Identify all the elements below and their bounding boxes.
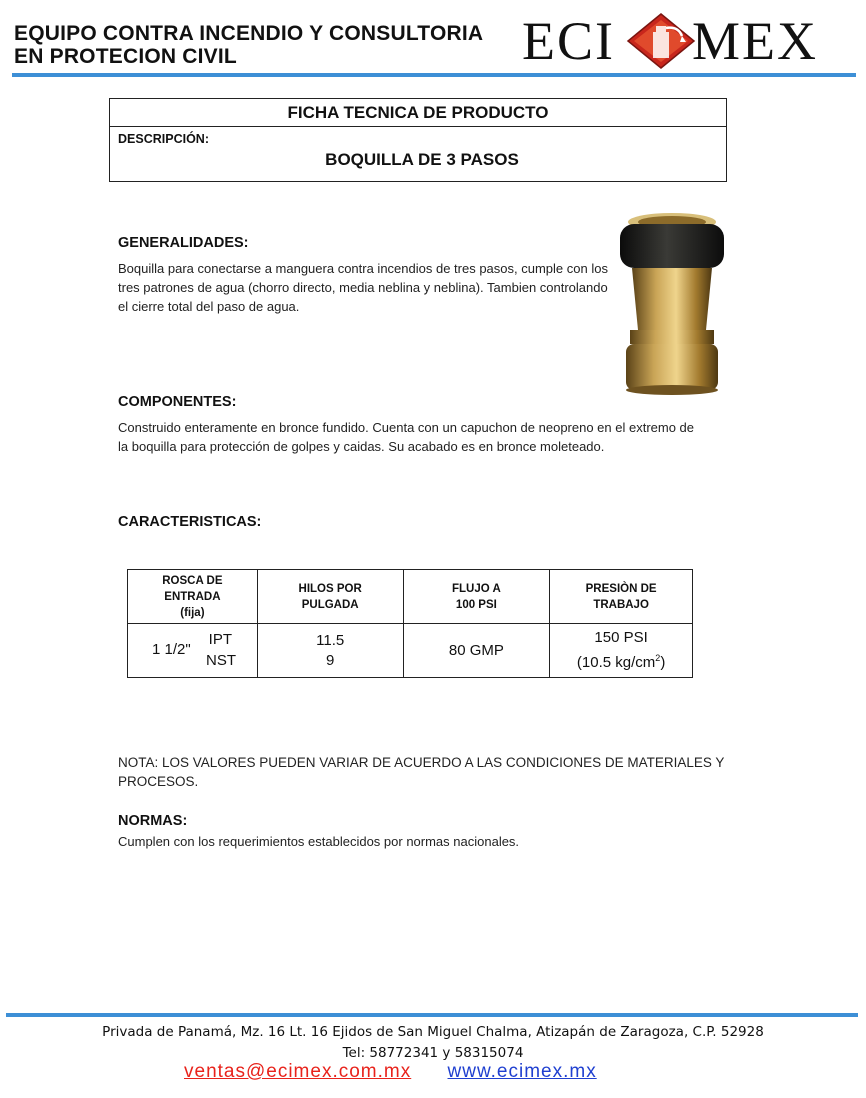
rosca-types xyxy=(206,629,236,671)
email-link[interactable]: ventas@ecimex.com.mx xyxy=(184,1061,412,1082)
header-hilos-line: HILOS POR xyxy=(298,582,362,595)
product-sheet-box xyxy=(109,98,727,182)
presion-superscript: 2 xyxy=(655,653,661,663)
presion-close: ) xyxy=(660,654,666,671)
header-rosca-line: ROSCA DE xyxy=(162,574,223,587)
header-presion xyxy=(550,570,693,624)
header-flujo-line: 100 PSI xyxy=(455,598,497,611)
componentes-line: la boquilla para protección de golpes y caidas. Su acabado es en bronce moleteado. xyxy=(118,439,605,454)
normas-title: NORMAS: xyxy=(118,813,188,829)
header-rosca-line: (fija) xyxy=(180,606,205,619)
generalidades-line: Boquilla para conectarse a manguera contra incendios de tres pasos, cumple con los xyxy=(118,261,608,276)
header-rosca-line: ENTRADA xyxy=(164,590,221,603)
presion-metric xyxy=(550,648,692,673)
address-line: Privada de Panamá, Mz. 16 Lt. 16 Ejidos de San Miguel Chalma, Atizapán de Zaragoza, C.P. 52928 xyxy=(102,1024,764,1040)
company-name-line2: EN PROTECION CIVIL xyxy=(14,45,237,68)
table-row xyxy=(128,624,693,678)
logo-text-left: ECI xyxy=(522,11,615,71)
hilos-value: 9 xyxy=(326,651,335,669)
caracteristicas-title: CARACTERISTICAS: xyxy=(118,514,262,530)
rosca-type: NST xyxy=(206,652,236,669)
header-rosca xyxy=(128,570,258,624)
description-label: DESCRIPCIÓN: xyxy=(118,132,209,146)
generalidades-text xyxy=(118,259,608,316)
footer-links xyxy=(184,1061,597,1083)
cell-rosca xyxy=(128,624,258,678)
company-name xyxy=(14,22,483,68)
nota-text xyxy=(118,753,724,791)
table-header-row xyxy=(128,570,693,624)
footer-address xyxy=(0,1022,866,1064)
presion-metric-value: (10.5 kg/cm xyxy=(576,654,656,671)
cell-flujo: 80 GMP xyxy=(403,624,550,678)
nozzle-product-image xyxy=(610,210,734,396)
nota-line: PROCESOS. xyxy=(118,774,199,789)
presion-value: 150 PSI xyxy=(594,629,648,646)
generalidades-title: GENERALIDADES: xyxy=(118,235,249,251)
rosca-type: IPT xyxy=(208,631,232,648)
header-hilos xyxy=(257,570,403,624)
header-presion-line: PRESIÒN DE xyxy=(585,582,657,595)
characteristics-table xyxy=(127,569,693,678)
header-presion-line: TRABAJO xyxy=(593,598,649,611)
generalidades-line: tres patrones de agua (chorro directo, media neblina y neblina). Tambien controlando xyxy=(118,280,608,295)
cell-hilos xyxy=(257,624,403,678)
componentes-title: COMPONENTES: xyxy=(118,394,237,410)
hilos-value: 11.5 xyxy=(316,631,345,649)
normas-text: Cumplen con los requerimientos establecidos por normas nacionales. xyxy=(118,834,520,849)
phone-line: Tel: 58772341 y 58315074 xyxy=(342,1045,524,1061)
header-divider xyxy=(12,73,856,77)
componentes-line: Construido enteramente en bronce fundido. Cuenta con un capuchon de neopreno en el extremo de xyxy=(118,420,695,435)
logo-text-right: MEX xyxy=(692,11,818,71)
componentes-text xyxy=(118,418,694,456)
ecimex-logo xyxy=(522,10,826,70)
header-flujo xyxy=(403,570,550,624)
website-link[interactable]: www.ecimex.mx xyxy=(447,1061,597,1082)
header-flujo-line: FLUJO A xyxy=(452,582,501,595)
nota-line: NOTA: LOS VALORES PUEDEN VARIAR DE ACUERDO A LAS CONDICIONES DE MATERIALES Y xyxy=(118,755,725,770)
generalidades-line: el cierre total del paso de agua. xyxy=(118,299,300,314)
fire-extinguisher-logo-icon xyxy=(626,12,696,70)
rosca-size: 1 1/2" xyxy=(152,641,191,658)
footer-divider xyxy=(6,1013,858,1017)
product-name: BOQUILLA DE 3 PASOS xyxy=(325,150,519,169)
cell-presion xyxy=(550,624,693,678)
sheet-title: FICHA TECNICA DE PRODUCTO xyxy=(110,99,726,127)
header-hilos-line: PULGADA xyxy=(301,598,359,611)
company-name-line1: EQUIPO CONTRA INCENDIO Y CONSULTORIA xyxy=(14,22,484,45)
